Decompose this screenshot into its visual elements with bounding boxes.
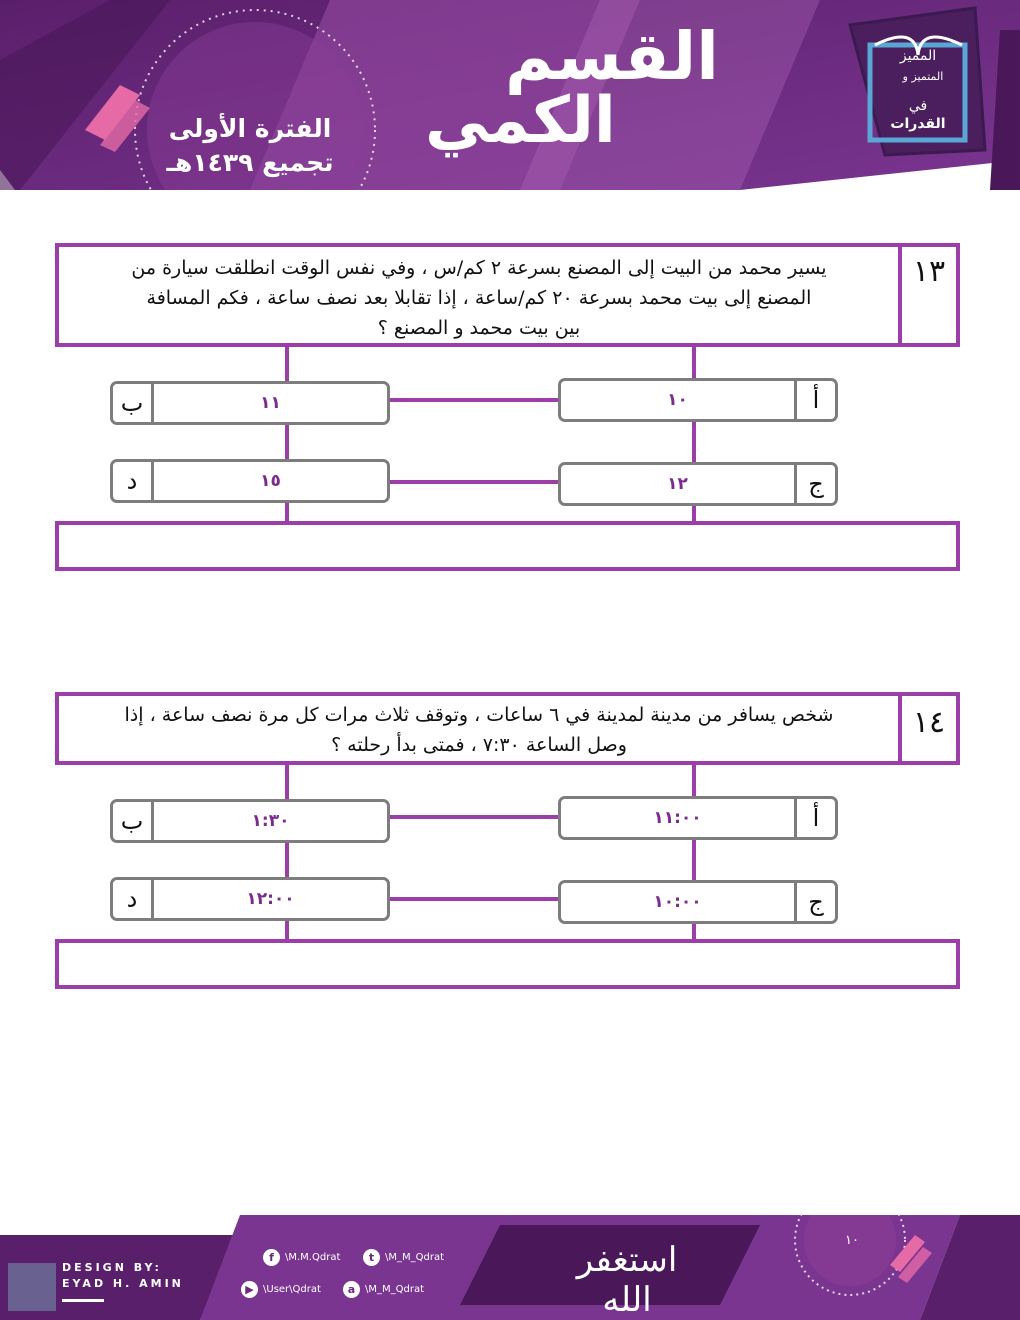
option-d[interactable] — [110, 877, 390, 921]
logo-side-text: المتميز و — [902, 70, 944, 83]
question-line: يسير محمد من البيت إلى المصنع بسرعة ٢ كم/س ، وفي نفس الوقت انطلقت سيارة من — [131, 257, 827, 279]
twitter-icon: t — [363, 1249, 380, 1266]
option-b-letter: ب — [120, 389, 144, 417]
question-line: شخص يسافر من مدينة لمدينة في ٦ ساعات ، وتوقف ثلاث مرات كل مرة نصف ساعة ، إذا — [124, 704, 834, 726]
ask-icon: a — [343, 1281, 360, 1298]
question-line: بين بيت محمد و المصنع ؟ — [377, 317, 581, 339]
option-d-letter: د — [126, 467, 138, 495]
option-b[interactable] — [110, 799, 390, 843]
option-c-value: ١٠:٠٠ — [653, 892, 702, 912]
logo-top-text: المميز — [899, 48, 937, 64]
design-by-label: DESIGN BY: — [62, 1261, 162, 1274]
option-c-value: ١٢ — [667, 474, 688, 494]
youtube-link[interactable] — [241, 1281, 321, 1298]
designer-credit — [62, 1260, 184, 1292]
twitter-link[interactable] — [363, 1249, 444, 1266]
facebook-icon: f — [263, 1249, 280, 1266]
period-line1: الفترة الأولى — [168, 114, 332, 143]
page-header — [0, 0, 1020, 190]
question-box — [55, 243, 960, 347]
connector-h2 — [390, 480, 560, 484]
connector-h1 — [390, 815, 560, 819]
designer-name: EYAD H. AMIN — [62, 1277, 184, 1290]
ask-link[interactable] — [343, 1281, 424, 1298]
facebook-link[interactable] — [263, 1249, 340, 1266]
connector-h1 — [390, 398, 560, 402]
logo-mid-text: في — [908, 98, 928, 114]
question-text — [69, 700, 889, 760]
option-c[interactable] — [558, 462, 838, 506]
option-a-letter: أ — [812, 386, 820, 414]
designer-logo — [8, 1263, 56, 1311]
youtube-handle: \User\Qdrat — [263, 1284, 321, 1295]
option-b[interactable] — [110, 381, 390, 425]
option-c-letter: ج — [808, 470, 824, 498]
option-a-value: ١١:٠٠ — [653, 808, 702, 828]
answer-box[interactable] — [55, 521, 960, 571]
option-d[interactable] — [110, 459, 390, 503]
question-number: ١٤ — [898, 696, 956, 761]
option-b-value: ١:٣٠ — [251, 811, 290, 831]
option-b-letter: ب — [120, 807, 144, 835]
option-a[interactable] — [558, 796, 838, 840]
twitter-handle: \M_M_Qdrat — [385, 1252, 445, 1263]
option-a-letter: أ — [812, 804, 820, 832]
option-c[interactable] — [558, 880, 838, 924]
page-footer — [0, 1215, 1020, 1320]
page-number: ١٠ — [845, 1233, 859, 1248]
option-d-value: ١٥ — [260, 471, 281, 491]
section-title-line2: الكمي — [425, 84, 616, 158]
ask-handle: \M_M_Qdrat — [365, 1284, 425, 1295]
answer-box[interactable] — [55, 939, 960, 989]
option-b-value: ١١ — [260, 393, 281, 413]
question-line: وصل الساعة ٧:٣٠ ، فمتى بدأ رحلته ؟ — [331, 734, 627, 756]
option-d-value: ١٢:٠٠ — [246, 889, 295, 909]
period-label — [140, 112, 360, 180]
calligraphy-text: استغفر الله — [576, 1240, 678, 1320]
question-number: ١٣ — [898, 247, 956, 343]
option-c-letter: ج — [808, 888, 824, 916]
option-a[interactable] — [558, 378, 838, 422]
option-d-letter: د — [126, 885, 138, 913]
question-text — [69, 253, 889, 343]
facebook-handle: \M.M.Qdrat — [285, 1252, 341, 1263]
logo-bottom-text: القدرات — [890, 116, 946, 132]
option-a-value: ١٠ — [667, 390, 688, 410]
youtube-icon: ▶ — [241, 1281, 258, 1298]
period-line2: تجميع ١٤٣٩هـ — [166, 148, 334, 177]
connector-h2 — [390, 897, 560, 901]
section-title-line1: القسم — [505, 18, 719, 95]
question-box — [55, 692, 960, 765]
question-line: المصنع إلى بيت محمد بسرعة ٢٠ كم/ساعة ، إذا تقابلا بعد نصف ساعة ، فكم المسافة — [146, 287, 812, 309]
